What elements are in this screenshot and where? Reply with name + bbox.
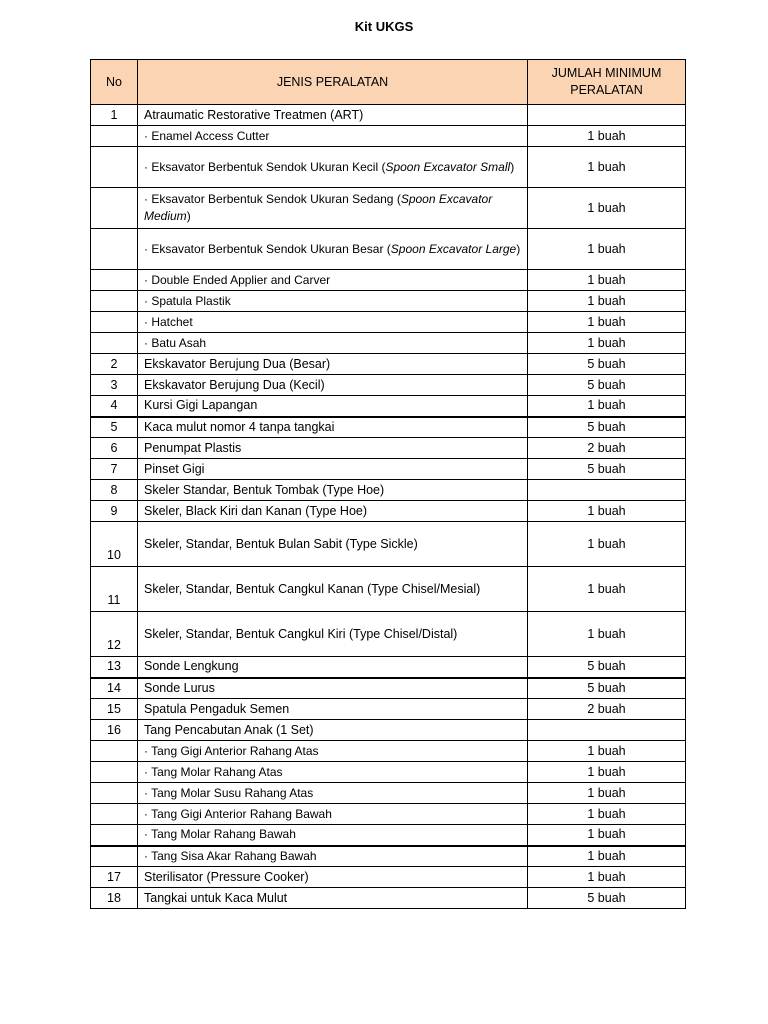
row-quantity: 1 buah (528, 522, 686, 567)
table-row (91, 741, 686, 762)
row-item-text: · Eksavator Berbentuk Sendok Ukuran Besar ( (144, 241, 391, 256)
row-number: 18 (91, 888, 138, 909)
row-item: · Double Ended Applier and Carver (138, 270, 528, 291)
row-item: · Tang Sisa Akar Rahang Bawah (138, 846, 528, 867)
row-quantity: 1 buah (528, 762, 686, 783)
row-number: 12 (91, 612, 138, 657)
row-quantity: 1 buah (528, 270, 686, 291)
row-number: 9 (91, 501, 138, 522)
row-item (138, 229, 528, 270)
row-quantity: 1 buah (528, 804, 686, 825)
row-number: 11 (91, 567, 138, 612)
row-quantity: 5 buah (528, 417, 686, 438)
row-number: 5 (91, 417, 138, 438)
table-row (91, 720, 686, 741)
row-quantity: 1 buah (528, 312, 686, 333)
row-item: Spatula Pengaduk Semen (138, 699, 528, 720)
table-row (91, 312, 686, 333)
header-jumlah-minimum: JUMLAH MINIMUM PERALATAN (528, 60, 686, 105)
row-number: 3 (91, 375, 138, 396)
row-number (91, 229, 138, 270)
row-number: 13 (91, 657, 138, 678)
table-row (91, 657, 686, 678)
row-number (91, 333, 138, 354)
row-number (91, 147, 138, 188)
table-row (91, 126, 686, 147)
row-item-text: · Eksavator Berbentuk Sendok Ukuran Kecil ( (144, 159, 386, 174)
row-item: Skeler, Standar, Bentuk Bulan Sabit (Type Sickle) (138, 522, 528, 567)
row-item: Tang Pencabutan Anak (1 Set) (138, 720, 528, 741)
row-number: 4 (91, 396, 138, 417)
row-quantity: 1 buah (528, 501, 686, 522)
row-number: 10 (91, 522, 138, 567)
row-quantity (528, 480, 686, 501)
row-quantity: 2 buah (528, 699, 686, 720)
equipment-table (90, 59, 686, 909)
table-row (91, 804, 686, 825)
document-title: Kit UKGS (354, 19, 414, 34)
row-number (91, 783, 138, 804)
row-number: 14 (91, 678, 138, 699)
row-quantity: 5 buah (528, 375, 686, 396)
row-quantity: 5 buah (528, 657, 686, 678)
row-item: Skeler, Black Kiri dan Kanan (Type Hoe) (138, 501, 528, 522)
table-row (91, 354, 686, 375)
row-number (91, 270, 138, 291)
row-item: · Tang Gigi Anterior Rahang Bawah (138, 804, 528, 825)
row-number (91, 825, 138, 846)
row-item: Sterilisator (Pressure Cooker) (138, 867, 528, 888)
row-item: Atraumatic Restorative Treatmen (ART) (138, 105, 528, 126)
row-quantity: 1 buah (528, 188, 686, 229)
row-number (91, 188, 138, 229)
row-item: Ekskavator Berujung Dua (Besar) (138, 354, 528, 375)
table-row (91, 291, 686, 312)
row-item: Penumpat Plastis (138, 438, 528, 459)
row-item: · Enamel Access Cutter (138, 126, 528, 147)
row-quantity: 1 buah (528, 741, 686, 762)
row-item: · Hatchet (138, 312, 528, 333)
row-quantity: 5 buah (528, 459, 686, 480)
table-row (91, 105, 686, 126)
row-item-italic: Spoon Excavator Large (390, 241, 517, 256)
table-row (91, 270, 686, 291)
row-item (138, 188, 528, 229)
table-row (91, 375, 686, 396)
row-item-tail: ) (186, 209, 191, 223)
row-number: 15 (91, 699, 138, 720)
table-row (91, 825, 686, 846)
row-quantity: 1 buah (528, 846, 686, 867)
row-number: 7 (91, 459, 138, 480)
table-row (91, 396, 686, 417)
table-row (91, 522, 686, 567)
row-quantity: 2 buah (528, 438, 686, 459)
table-row (91, 501, 686, 522)
row-quantity: 1 buah (528, 229, 686, 270)
table-row (91, 699, 686, 720)
row-number (91, 291, 138, 312)
row-item-tail: ) (510, 159, 515, 174)
row-item: · Tang Gigi Anterior Rahang Atas (138, 741, 528, 762)
row-item-text: · Eksavator Berbentuk Sendok Ukuran Sedang ( (144, 192, 401, 206)
row-item: Tangkai untuk Kaca Mulut (138, 888, 528, 909)
row-number (91, 741, 138, 762)
row-quantity: 1 buah (528, 147, 686, 188)
table-row (91, 147, 686, 188)
row-item: Skeler, Standar, Bentuk Cangkul Kiri (Type Chisel/Distal) (138, 612, 528, 657)
row-quantity: 1 buah (528, 333, 686, 354)
table-row (91, 888, 686, 909)
row-item: · Tang Molar Rahang Atas (138, 762, 528, 783)
row-number: 16 (91, 720, 138, 741)
table-row (91, 417, 686, 438)
row-number: 6 (91, 438, 138, 459)
row-number: 2 (91, 354, 138, 375)
header-no: No (91, 60, 138, 105)
row-item: Skeler Standar, Bentuk Tombak (Type Hoe) (138, 480, 528, 501)
table-row (91, 612, 686, 657)
row-number (91, 804, 138, 825)
row-item: · Batu Asah (138, 333, 528, 354)
row-item: Ekskavator Berujung Dua (Kecil) (138, 375, 528, 396)
row-item-tail: ) (516, 241, 521, 256)
table-row (91, 459, 686, 480)
row-number (91, 762, 138, 783)
table-row (91, 762, 686, 783)
row-number: 17 (91, 867, 138, 888)
table-row (91, 867, 686, 888)
row-item: Sonde Lurus (138, 678, 528, 699)
row-number: 8 (91, 480, 138, 501)
table-row (91, 188, 686, 229)
row-item: Kursi Gigi Lapangan (138, 396, 528, 417)
row-item: · Tang Molar Rahang Bawah (138, 825, 528, 846)
row-quantity (528, 105, 686, 126)
row-quantity: 1 buah (528, 825, 686, 846)
table-row (91, 438, 686, 459)
row-item: · Spatula Plastik (138, 291, 528, 312)
row-item-italic: Spoon Excavator Medium (144, 192, 493, 223)
row-quantity: 5 buah (528, 678, 686, 699)
row-item (138, 147, 528, 188)
row-number (91, 312, 138, 333)
table-row (91, 333, 686, 354)
header-jenis-peralatan: JENIS PERALATAN (138, 60, 528, 105)
row-quantity: 1 buah (528, 867, 686, 888)
row-item-italic: Spoon Excavator Small (385, 159, 511, 174)
row-quantity: 1 buah (528, 567, 686, 612)
row-number: 1 (91, 105, 138, 126)
table-header-row (91, 60, 686, 105)
row-item: Skeler, Standar, Bentuk Cangkul Kanan (Type Chisel/Mesial) (138, 567, 528, 612)
table-row (91, 678, 686, 699)
row-number (91, 126, 138, 147)
row-quantity: 1 buah (528, 396, 686, 417)
row-item: Sonde Lengkung (138, 657, 528, 678)
row-quantity: 1 buah (528, 126, 686, 147)
table-row (91, 480, 686, 501)
row-item: Kaca mulut nomor 4 tanpa tangkai (138, 417, 528, 438)
row-item: Pinset Gigi (138, 459, 528, 480)
row-quantity: 5 buah (528, 888, 686, 909)
table-row (91, 567, 686, 612)
row-quantity: 1 buah (528, 612, 686, 657)
table-row (91, 846, 686, 867)
row-item: · Tang Molar Susu Rahang Atas (138, 783, 528, 804)
row-quantity: 1 buah (528, 291, 686, 312)
row-number (91, 846, 138, 867)
row-quantity: 1 buah (528, 783, 686, 804)
table-row (91, 783, 686, 804)
row-quantity (528, 720, 686, 741)
row-quantity: 5 buah (528, 354, 686, 375)
table-row (91, 229, 686, 270)
